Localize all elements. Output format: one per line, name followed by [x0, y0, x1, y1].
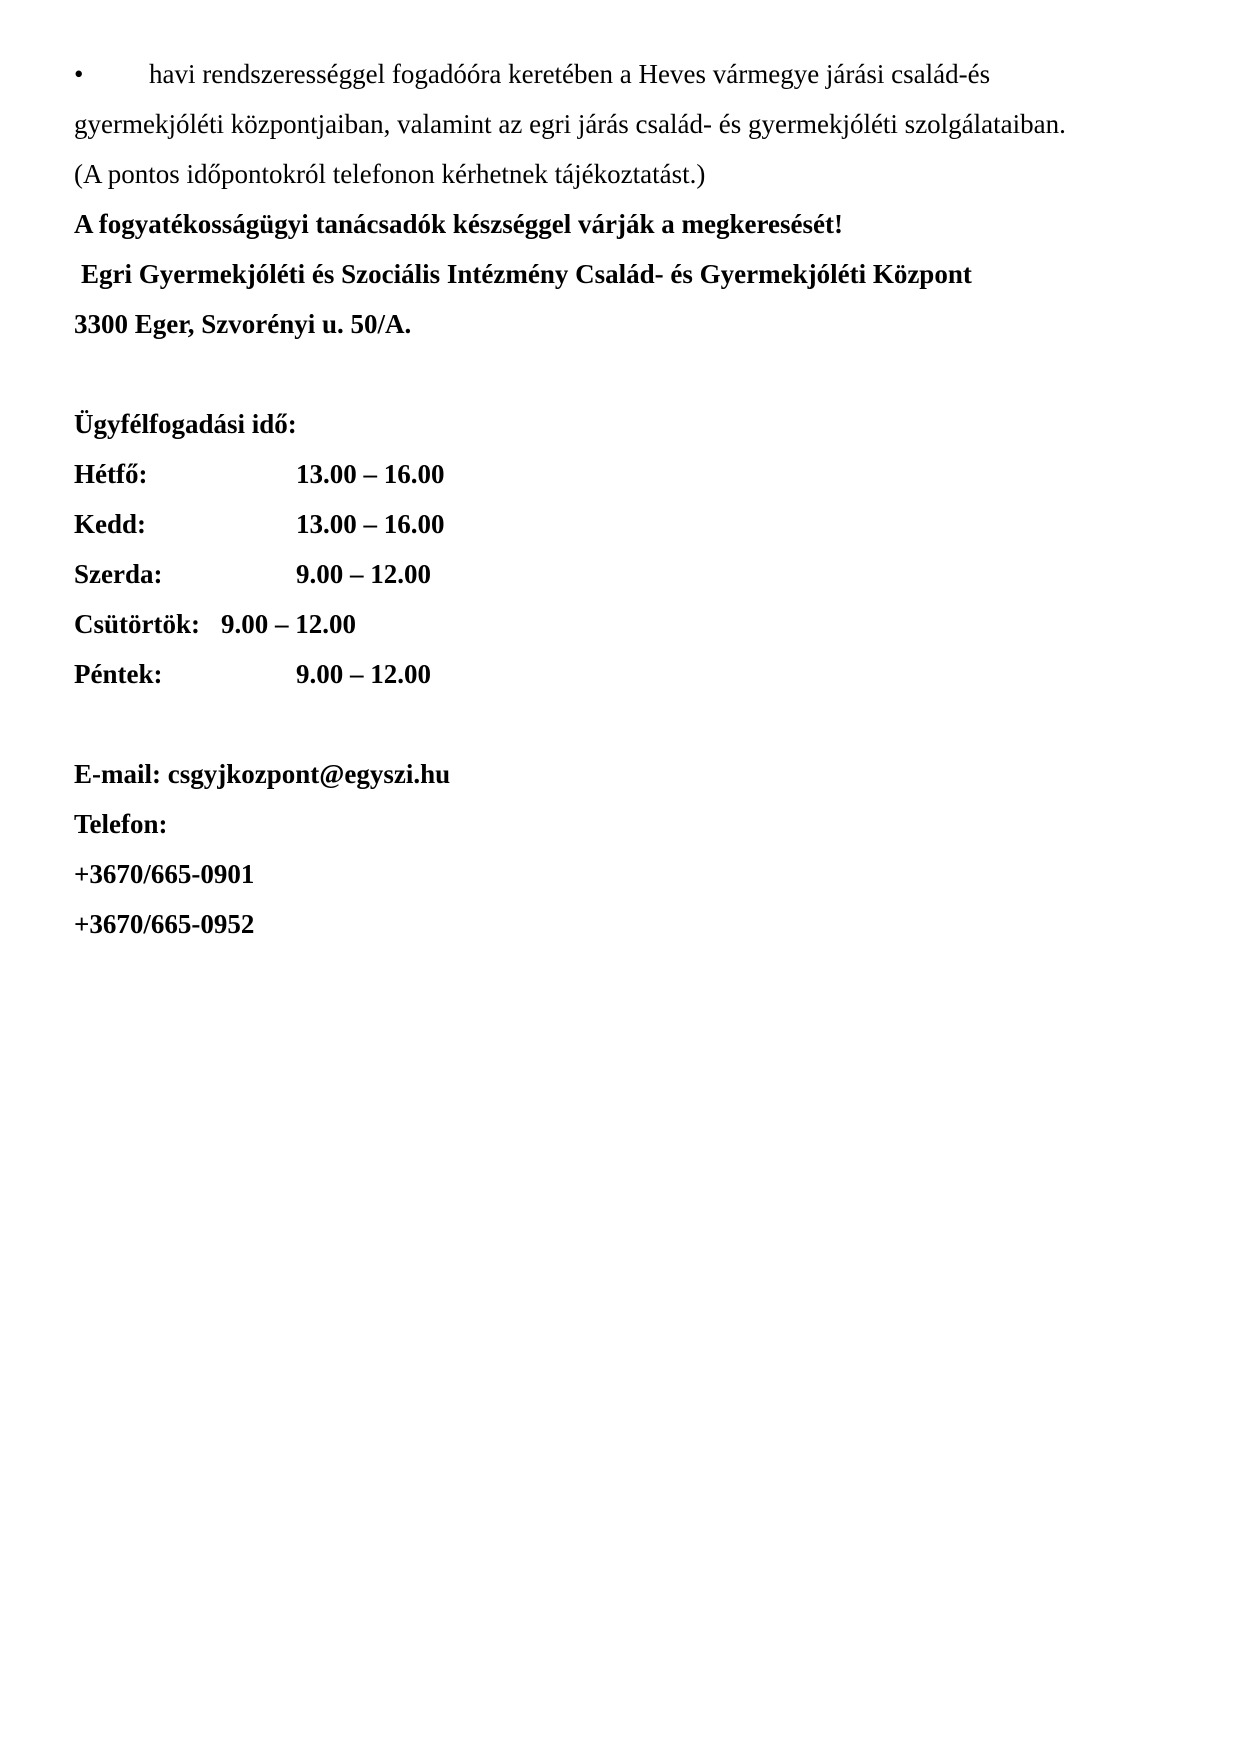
contact-phone-2: +3670/665-0952: [74, 909, 255, 939]
day-label-tuesday: Kedd:: [74, 509, 147, 539]
hours-heading: Ügyfélfogadási idő:: [74, 409, 297, 439]
contact-email: E-mail: csgyjkozpont@egyszi.hu: [74, 759, 451, 789]
intro-line-1: havi rendszerességgel fogadóóra keretében a Heves vármegye járási család-és: [149, 59, 991, 89]
day-label-friday: Péntek:: [74, 659, 163, 689]
time-tuesday: 13.00 – 16.00: [296, 509, 445, 539]
time-friday: 9.00 – 12.00: [296, 659, 431, 689]
contact-phone-label: Telefon:: [74, 809, 168, 839]
time-thursday: 9.00 – 12.00: [221, 609, 356, 639]
intro-line-2: gyermekjóléti központjaiban, valamint az egri járás család- és gyermekjóléti szolgálataiban.: [74, 109, 1066, 139]
invite-text: A fogyatékosságügyi tanácsadók készséggel várják a megkeresését!: [74, 209, 843, 239]
contact-phone-1: +3670/665-0901: [74, 859, 255, 889]
time-monday: 13.00 – 16.00: [296, 459, 445, 489]
day-label-wednesday: Szerda:: [74, 559, 163, 589]
intro-line-3: (A pontos időpontokról telefonon kérhetnek tájékoztatást.): [74, 159, 706, 189]
day-label-thursday: Csütörtök:: [74, 609, 200, 639]
institution-name: Egri Gyermekjóléti és Szociális Intézmény Család- és Gyermekjóléti Központ: [81, 259, 972, 289]
bullet-icon: •: [74, 59, 84, 89]
time-wednesday: 9.00 – 12.00: [296, 559, 431, 589]
institution-address: 3300 Eger, Szvorényi u. 50/A.: [74, 309, 412, 339]
day-label-monday: Hétfő:: [74, 459, 148, 489]
